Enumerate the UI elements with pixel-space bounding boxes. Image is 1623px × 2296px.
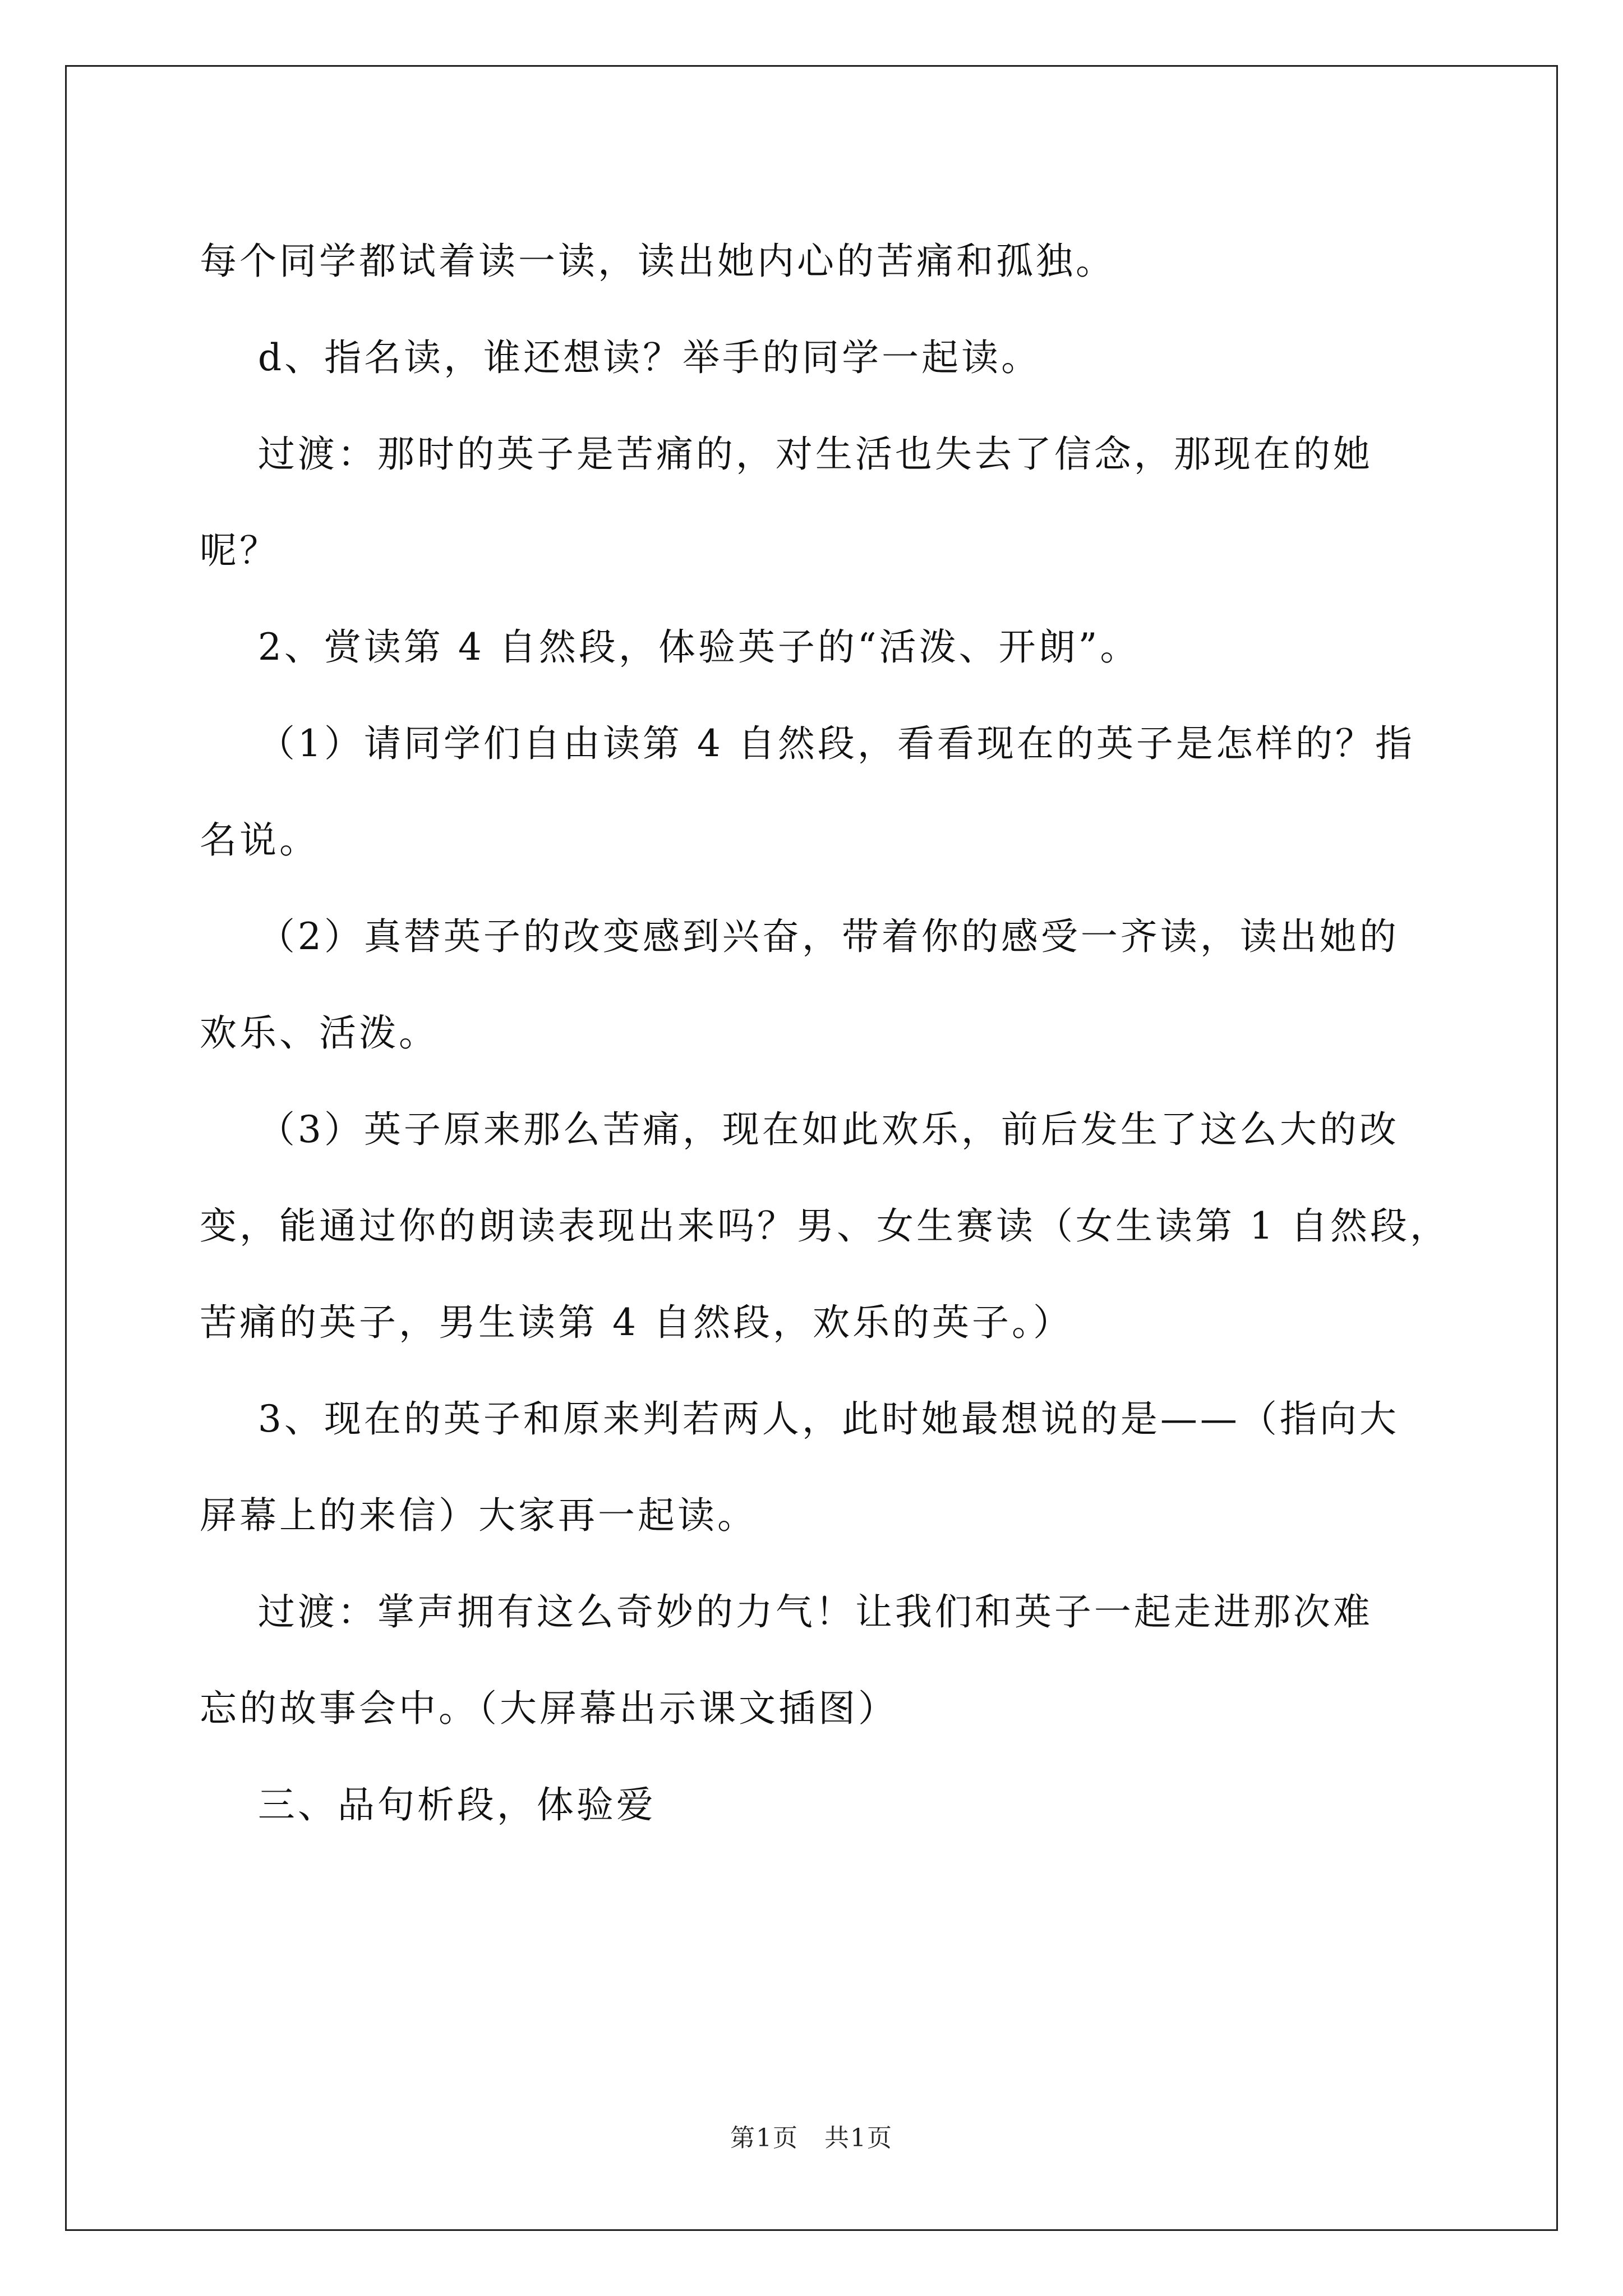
- page-number: 第1页 共1页: [730, 2124, 893, 2152]
- text-line: 2、赏读第 4 自然段，体验英子的“活泼、开朗”。: [200, 625, 1140, 669]
- text-line: （3）英子原来那么苦痛，现在如此欢乐，前后发生了这么大的改: [200, 1108, 1399, 1151]
- text-line: 呢？: [200, 529, 279, 572]
- text-line: 忘的故事会中。（大屏幕出示课文插图）: [200, 1687, 898, 1730]
- text-line: 过渡：掌声拥有这么奇妙的力气！让我们和英子一起走进那次难: [200, 1590, 1373, 1634]
- text-line: 每个同学都试着读一读，读出她内心的苦痛和孤独。: [200, 240, 1115, 283]
- text-line: 屏幕上的来信）大家再一起读。: [200, 1494, 757, 1537]
- text-line: 变，能通过你的朗读表现出来吗？男、女生赛读（女生读第 1 自然段，: [200, 1204, 1450, 1248]
- text-line: 三、品句析段，体验爱: [200, 1783, 656, 1826]
- text-line: 3、现在的英子和原来判若两人，此时她最想说的是——（指向大: [200, 1397, 1399, 1441]
- text-line: （2）真替英子的改变感到兴奋，带着你的感受一齐读，读出她的: [200, 915, 1399, 958]
- text-line: d、指名读，谁还想读？举手的同学一起读。: [200, 336, 1041, 379]
- text-line: 苦痛的英子，男生读第 4 自然段，欢乐的英子。）: [200, 1301, 1073, 1344]
- text-line: 欢乐、活泼。: [200, 1011, 439, 1055]
- text-line: （1）请同学们自由读第 4 自然段，看看现在的英子是怎样的？指: [200, 722, 1415, 765]
- text-line: 名说。: [200, 818, 319, 862]
- document-body: [200, 213, 1450, 1853]
- text-line: 过渡：那时的英子是苦痛的，对生活也失去了信念，那现在的她: [200, 432, 1373, 476]
